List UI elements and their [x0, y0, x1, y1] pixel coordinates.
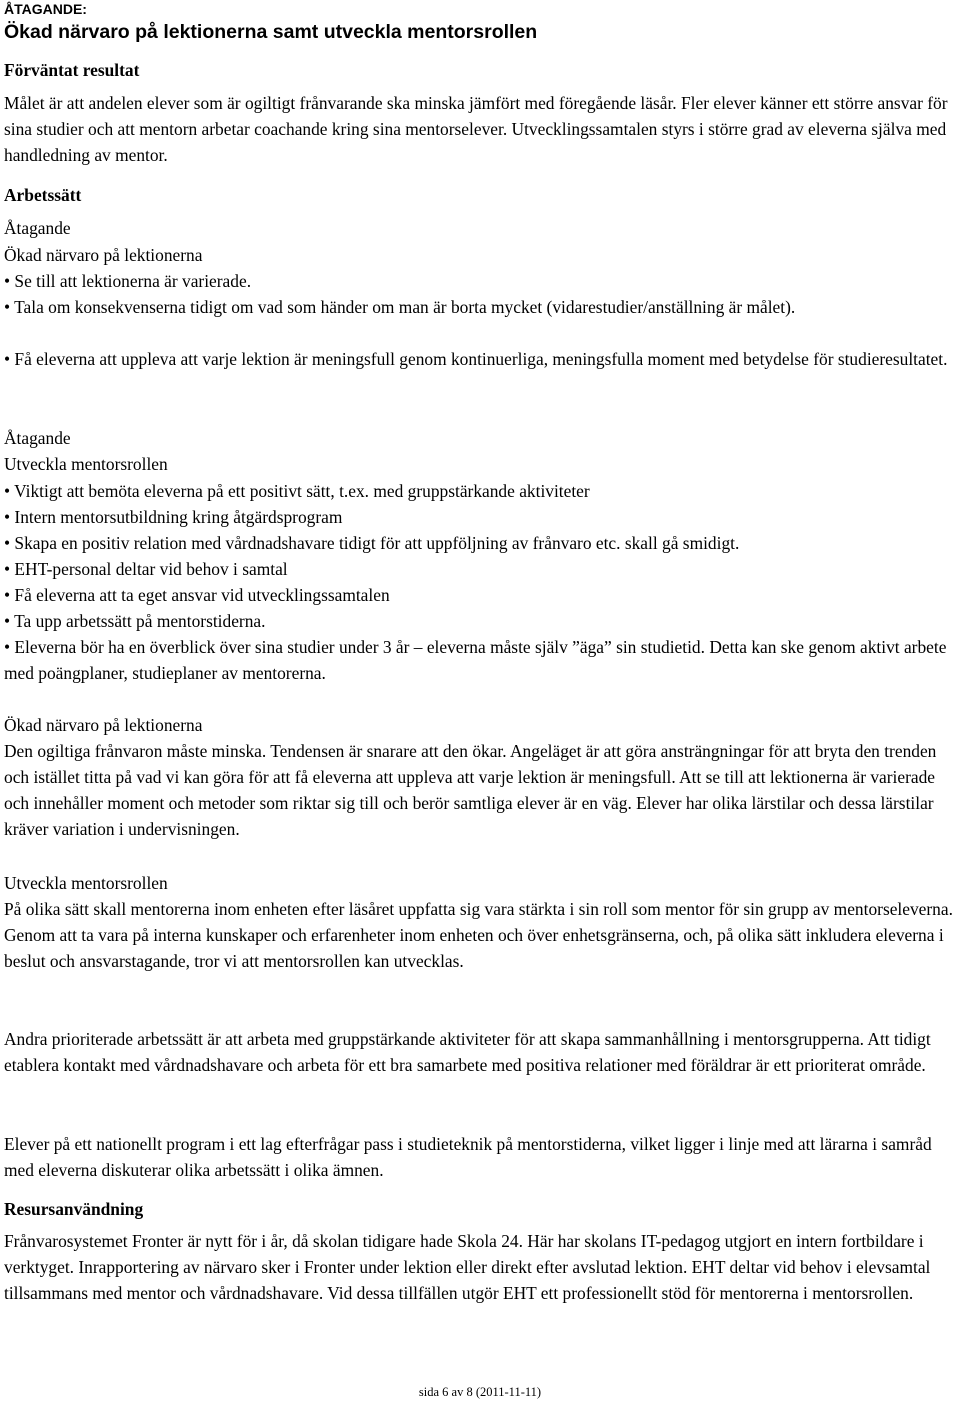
commitment-1-bullet-1: • Se till att lektionerna är varierade.	[4, 271, 252, 291]
other-priorities-text: Andra prioriterade arbetssätt är att arbeta med gruppstärkande aktiviteter för att skapa sammanhållning i mentorsgrupperna. Att tidigt etablera kontakt med vårdnadshavare och arbeta för ett bra samarbete med positiva relationer med föräldrar är ett prioriterat område.	[4, 1029, 931, 1076]
page-footer: sida 6 av 8 (2011-11-11)	[418, 1385, 542, 1399]
expected-result-heading: Förväntat resultat	[4, 60, 140, 80]
commitment-1-label: Åtagande	[4, 218, 71, 238]
page-title: Ökad närvaro på lektionerna samt utveckla mentorsrollen	[4, 21, 538, 43]
working-method-heading: Arbetssätt	[4, 185, 82, 205]
commitment-2-bullet-7: • Eleverna bör ha en överblick över sina studier under 3 år – eleverna måste själv ”äga” sin studietid. Detta kan ske genom aktivt arbete med poängplaner, studieplaner av mentorerna.	[4, 637, 947, 684]
commitment-2-label: Åtagande	[4, 428, 71, 448]
commitment-2-bullet-1: • Viktigt att bemöta eleverna på ett positivt sätt, t.ex. med gruppstärkande aktiviteter	[4, 481, 590, 501]
study-technique-text: Elever på ett nationellt program i ett lag efterfrågar pass i studieteknik på mentorstiderna, vilket ligger i linje med att lärarna i samråd med eleverna diskuterar olika arbetssätt i olika ämnen.	[4, 1134, 932, 1181]
resources-heading: Resursanvändning	[4, 1199, 144, 1219]
commitment-2-bullet-3: • Skapa en positiv relation med vårdnadshavare tidigt för att uppföljning av frånvaro etc. skall gå smidigt.	[4, 533, 740, 553]
commitment-2-bullet-6: • Ta upp arbetssätt på mentorstiderna.	[4, 611, 266, 631]
resources-text: Frånvarosystemet Fronter är nytt för i år, då skolan tidigare hade Skola 24. Här har skolans IT-pedagog utgjort en intern fortbildare i verktyget. Inrapportering av närvaro sker i Fronter under lektion eller direkt efter avslutad lektion. EHT deltar vid behov i elevsamtal tillsammans med mentor och vårdnadshavare. Vid dessa tillfällen utgör EHT ett professionellt stöd för mentorerna i mentorsrollen.	[4, 1231, 931, 1304]
attendance-text: Den ogiltiga frånvaron måste minska. Tendensen är snarare att den ökar. Angeläget är att göra ansträngningar för att bryta den trenden och istället titta på vad vi kan göra för att få eleverna att uppleva att varje lektion är meningsfull. Att se till att lektionerna är varierade och innehåller moment och metoder som riktar sig till och berör samtliga elever är en väg. Elever har olika lärstilar och dessa lärstilar kräver variation i undervisningen.	[4, 741, 937, 840]
commitment-2-title: Utveckla mentorsrollen	[4, 454, 168, 474]
commitment-1-title: Ökad närvaro på lektionerna	[4, 245, 203, 265]
commitment-kicker: ÅTAGANDE:	[4, 1, 87, 17]
commitment-2-bullet-5: • Få eleverna att ta eget ansvar vid utvecklingssamtalen	[4, 585, 390, 605]
commitment-1-bullet-2: • Tala om konsekvenserna tidigt om vad som händer om man är borta mycket (vidarestudier/anställning är målet).	[4, 297, 796, 317]
commitment-1-bullet-3: • Få eleverna att uppleva att varje lektion är meningsfull genom kontinuerliga, meningsfulla moment med betydelse för studieresultatet.	[4, 349, 948, 369]
mentor-text: På olika sätt skall mentorerna inom enheten efter läsåret uppfatta sig vara stärkta i sin roll som mentor för sin grupp av mentorseleverna. Genom att ta vara på interna kunskaper och erfarenheter inom enheten och över enhetsgränserna, och, på olika sätt inkludera eleverna i beslut och ansvarstagande, tror vi att mentorsrollen kan utvecklas.	[4, 899, 953, 972]
commitment-2-bullet-2: • Intern mentorsutbildning kring åtgärdsprogram	[4, 507, 343, 527]
commitment-2-bullet-4: • EHT-personal deltar vid behov i samtal	[4, 559, 288, 579]
attendance-title: Ökad närvaro på lektionerna	[4, 715, 203, 735]
expected-result-text: Målet är att andelen elever som är ogiltigt frånvarande ska minska jämfört med föregående läsår. Fler elever känner ett större ansvar för sina studier och att mentorn arbetar coachande kring sina mentorselever. Utvecklingssamtalen styrs i större grad av eleverna själva med handledning av mentor.	[4, 93, 948, 166]
mentor-title: Utveckla mentorsrollen	[4, 873, 168, 893]
